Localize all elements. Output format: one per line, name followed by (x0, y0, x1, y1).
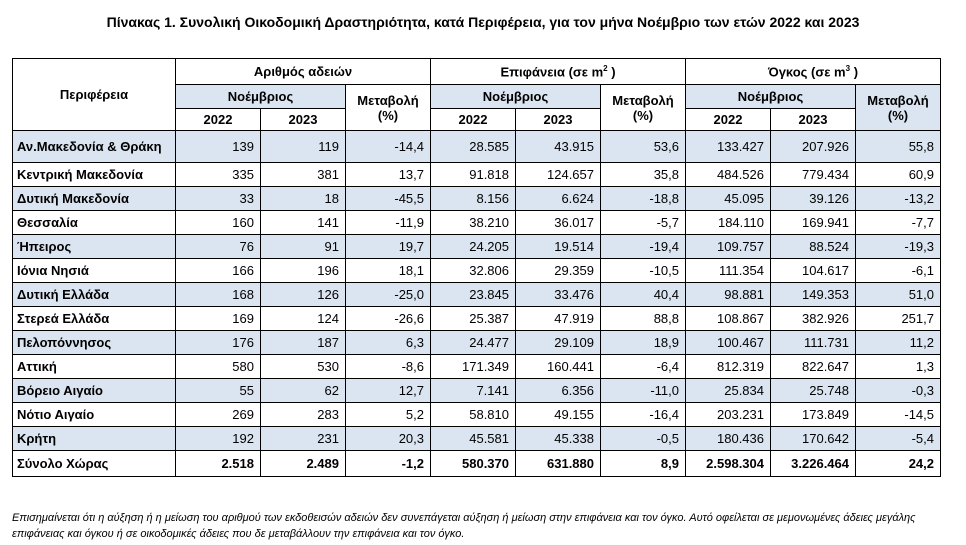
region-name: Ήπειρος (13, 235, 176, 259)
permits-2022: 139 (176, 131, 261, 163)
surface-change: 88,8 (601, 307, 686, 331)
permits-2023: 62 (261, 379, 346, 403)
volume-2023: 88.524 (771, 235, 856, 259)
table-row (13, 427, 941, 451)
permits-2023: 126 (261, 283, 346, 307)
table-row (13, 187, 941, 211)
header-permits-2023: 2023 (261, 109, 346, 131)
surface-2022: 38.210 (431, 211, 516, 235)
surface-2023: 29.359 (516, 259, 601, 283)
volume-2023: 207.926 (771, 131, 856, 163)
header-surface-month: Νοέμβριος (431, 85, 601, 109)
volume-change: -6,1 (856, 259, 941, 283)
region-name: Κεντρική Μακεδονία (13, 163, 176, 187)
surface-2023: 47.919 (516, 307, 601, 331)
volume-2023: 104.617 (771, 259, 856, 283)
total-permits-2022: 2.518 (176, 451, 261, 477)
table-row (13, 163, 941, 187)
building-activity-table (12, 58, 941, 477)
surface-2022: 32.806 (431, 259, 516, 283)
volume-2022: 180.436 (686, 427, 771, 451)
surface-2023: 6.356 (516, 379, 601, 403)
volume-2022: 108.867 (686, 307, 771, 331)
header-region: Περιφέρεια (13, 59, 176, 131)
volume-2023: 779.434 (771, 163, 856, 187)
total-volume-2022: 2.598.304 (686, 451, 771, 477)
surface-2022: 24.205 (431, 235, 516, 259)
surface-change: 35,8 (601, 163, 686, 187)
surface-2022: 8.156 (431, 187, 516, 211)
total-region-name: Σύνολο Χώρας (13, 451, 176, 477)
permits-change: -14,4 (346, 131, 431, 163)
table-title: Πίνακας 1. Συνολική Οικοδομική Δραστηριότητα, κατά Περιφέρεια, για τον μήνα Νοέμβριο των ετών 2022 και 2023 (106, 14, 860, 30)
total-volume-2023: 3.226.464 (771, 451, 856, 477)
header-permits: Αριθμός αδειών (176, 59, 431, 85)
surface-change: 53,6 (601, 131, 686, 163)
permits-change: 19,7 (346, 235, 431, 259)
permits-2023: 530 (261, 355, 346, 379)
permits-2022: 176 (176, 331, 261, 355)
surface-change: 40,4 (601, 283, 686, 307)
header-permits-2022: 2022 (176, 109, 261, 131)
surface-change: -6,4 (601, 355, 686, 379)
volume-change: -19,3 (856, 235, 941, 259)
region-name: Κρήτη (13, 427, 176, 451)
table-row (13, 331, 941, 355)
permits-2023: 187 (261, 331, 346, 355)
total-volume-change: 24,2 (856, 451, 941, 477)
surface-2022: 7.141 (431, 379, 516, 403)
surface-2022: 171.349 (431, 355, 516, 379)
permits-2022: 335 (176, 163, 261, 187)
header-surface-change: Μεταβολή (%) (601, 85, 686, 131)
permits-change: 5,2 (346, 403, 431, 427)
table-row (13, 235, 941, 259)
surface-2022: 28.585 (431, 131, 516, 163)
surface-2022: 45.581 (431, 427, 516, 451)
surface-2022: 91.818 (431, 163, 516, 187)
surface-2022: 23.845 (431, 283, 516, 307)
surface-change: -18,8 (601, 187, 686, 211)
permits-2023: 231 (261, 427, 346, 451)
region-name: Στερεά Ελλάδα (13, 307, 176, 331)
region-name: Αττική (13, 355, 176, 379)
volume-change: 55,8 (856, 131, 941, 163)
header-volume-2023: 2023 (771, 109, 856, 131)
surface-2022: 58.810 (431, 403, 516, 427)
permits-change: 18,1 (346, 259, 431, 283)
header-permits-change: Μεταβολή (%) (346, 85, 431, 131)
surface-2023: 19.514 (516, 235, 601, 259)
header-surface-2022: 2022 (431, 109, 516, 131)
permits-2022: 168 (176, 283, 261, 307)
region-name: Θεσσαλία (13, 211, 176, 235)
volume-2022: 45.095 (686, 187, 771, 211)
surface-2023: 36.017 (516, 211, 601, 235)
permits-change: -25,0 (346, 283, 431, 307)
volume-2023: 149.353 (771, 283, 856, 307)
volume-change: -14,5 (856, 403, 941, 427)
table-row (13, 259, 941, 283)
header-volume: Όγκος (σε $m^3$ ) (686, 59, 941, 85)
volume-change: 1,3 (856, 355, 941, 379)
surface-change: -10,5 (601, 259, 686, 283)
header-permits-month: Νοέμβριος (176, 85, 346, 109)
surface-2023: 160.441 (516, 355, 601, 379)
surface-2023: 124.657 (516, 163, 601, 187)
permits-2023: 18 (261, 187, 346, 211)
volume-change: -7,7 (856, 211, 941, 235)
volume-2023: 111.731 (771, 331, 856, 355)
region-name: Δυτική Ελλάδα (13, 283, 176, 307)
volume-change: 11,2 (856, 331, 941, 355)
surface-2023: 29.109 (516, 331, 601, 355)
permits-change: 20,3 (346, 427, 431, 451)
region-name: Δυτική Μακεδονία (13, 187, 176, 211)
permits-2023: 124 (261, 307, 346, 331)
header-volume-month: Νοέμβριος (686, 85, 856, 109)
volume-2023: 173.849 (771, 403, 856, 427)
total-permits-change: -1,2 (346, 451, 431, 477)
surface-change: -5,7 (601, 211, 686, 235)
volume-2022: 133.427 (686, 131, 771, 163)
surface-change: 18,9 (601, 331, 686, 355)
permits-change: -11,9 (346, 211, 431, 235)
volume-2022: 203.231 (686, 403, 771, 427)
volume-change: -0,3 (856, 379, 941, 403)
permits-change: -45,5 (346, 187, 431, 211)
table-row (13, 403, 941, 427)
volume-2023: 169.941 (771, 211, 856, 235)
volume-2023: 382.926 (771, 307, 856, 331)
surface-change: -16,4 (601, 403, 686, 427)
volume-2022: 184.110 (686, 211, 771, 235)
surface-2023: 33.476 (516, 283, 601, 307)
volume-2022: 100.467 (686, 331, 771, 355)
volume-change: 60,9 (856, 163, 941, 187)
total-permits-2023: 2.489 (261, 451, 346, 477)
permits-2023: 196 (261, 259, 346, 283)
table-row (13, 131, 941, 163)
volume-2022: 25.834 (686, 379, 771, 403)
permits-2022: 76 (176, 235, 261, 259)
permits-change: -26,6 (346, 307, 431, 331)
region-name: Νότιο Αιγαίο (13, 403, 176, 427)
table-row (13, 307, 941, 331)
permits-2022: 166 (176, 259, 261, 283)
surface-2023: 49.155 (516, 403, 601, 427)
total-surface-change: 8,9 (601, 451, 686, 477)
permits-change: -8,6 (346, 355, 431, 379)
surface-2023: 6.624 (516, 187, 601, 211)
volume-2022: 111.354 (686, 259, 771, 283)
volume-change: 251,7 (856, 307, 941, 331)
region-name: Ιόνια Νησιά (13, 259, 176, 283)
permits-change: 6,3 (346, 331, 431, 355)
table-row (13, 355, 941, 379)
permits-2023: 141 (261, 211, 346, 235)
volume-change: -5,4 (856, 427, 941, 451)
region-name: Αν.Μακεδονία & Θράκη (13, 131, 176, 163)
permits-2022: 269 (176, 403, 261, 427)
header-surface-2023: 2023 (516, 109, 601, 131)
total-surface-2022: 580.370 (431, 451, 516, 477)
permits-2022: 33 (176, 187, 261, 211)
permits-2023: 119 (261, 131, 346, 163)
surface-change: -19,4 (601, 235, 686, 259)
table-row (13, 283, 941, 307)
volume-2022: 812.319 (686, 355, 771, 379)
volume-2023: 39.126 (771, 187, 856, 211)
footnote: Επισημαίνεται ότι η αύξηση ή η μείωση του αριθμού των εκδοθεισών αδειών δεν συνεπάγεται αύξηση ή μείωση στην επιφάνεια και τον όγκο. Αυτό οφείλεται σε μεμονωμένες άδειες μεγάλης επιφάνειας και όγκου ή σε οικοδομικές άδειες που δε μεταβάλλουν την επιφάνεια και τον όγκο. (12, 512, 916, 540)
region-name: Πελοπόννησος (13, 331, 176, 355)
volume-2022: 484.526 (686, 163, 771, 187)
volume-2023: 170.642 (771, 427, 856, 451)
total-surface-2023: 631.880 (516, 451, 601, 477)
volume-change: -13,2 (856, 187, 941, 211)
permits-change: 13,7 (346, 163, 431, 187)
permits-2023: 283 (261, 403, 346, 427)
surface-2022: 24.477 (431, 331, 516, 355)
surface-2023: 45.338 (516, 427, 601, 451)
table-row (13, 211, 941, 235)
header-volume-change: Μεταβολή (%) (856, 85, 941, 131)
region-name: Βόρειο Αιγαίο (13, 379, 176, 403)
permits-change: 12,7 (346, 379, 431, 403)
volume-2023: 822.647 (771, 355, 856, 379)
surface-2022: 25.387 (431, 307, 516, 331)
permits-2022: 192 (176, 427, 261, 451)
surface-change: -0,5 (601, 427, 686, 451)
permits-2022: 580 (176, 355, 261, 379)
permits-2022: 160 (176, 211, 261, 235)
permits-2022: 169 (176, 307, 261, 331)
permits-2023: 91 (261, 235, 346, 259)
surface-change: -11,0 (601, 379, 686, 403)
volume-2023: 25.748 (771, 379, 856, 403)
volume-2022: 98.881 (686, 283, 771, 307)
permits-2023: 381 (261, 163, 346, 187)
permits-2022: 55 (176, 379, 261, 403)
volume-change: 51,0 (856, 283, 941, 307)
header-volume-2022: 2022 (686, 109, 771, 131)
total-row (13, 451, 941, 477)
volume-2022: 109.757 (686, 235, 771, 259)
surface-2023: 43.915 (516, 131, 601, 163)
header-surface: Επιφάνεια (σε $m^2$ ) (431, 59, 686, 85)
table-row (13, 379, 941, 403)
